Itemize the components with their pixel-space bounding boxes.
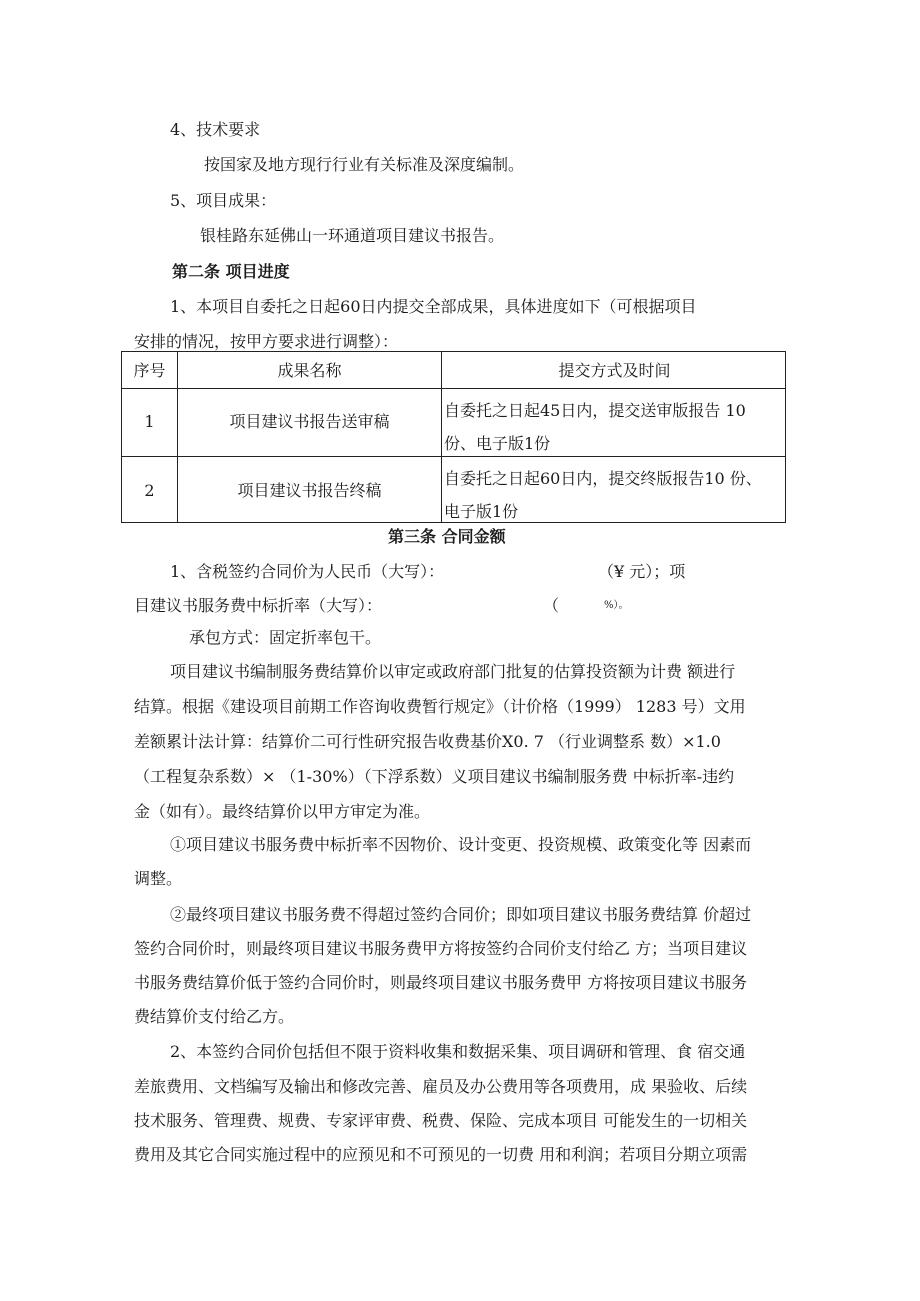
note-2-line-4: 费结算价支付给乙方。 [134, 1007, 295, 1026]
section-5-heading: 5、项目成果： [170, 191, 277, 210]
note-1-line-2: 调整。 [134, 869, 183, 888]
settlement-line-2: 结算。根据《建设项目前期工作咨询收费暂行规定》（计价格（1999） 1283 号）文用 [134, 697, 746, 716]
table-row-1-detail-line2: 份、电子版1份 [444, 434, 551, 453]
table-row-1-no: 1 [144, 412, 155, 431]
p2-line-1: 2、本签约合同价包括但不限于资料收集和数据采集、项目调研和管理、食 宿交通 [170, 1042, 746, 1061]
note-2-line-1: ②最终项目建议书服务费不得超过签约合同价；即如项目建议书服务费结算 价超过 [170, 905, 752, 924]
table-header-delivery: 提交方式及时间 [558, 361, 671, 380]
article-3-p1-line1-a: 1、含税签约合同价为人民币（大写）： [170, 562, 445, 581]
p2-line-4: 费用及其它合同实施过程中的应预见和不可预见的一切费 用和利润；若项目分期立项需 [134, 1145, 748, 1164]
article-2-intro-line1: 1、本项目自委托之日起60日内提交全部成果，具体进度如下（可根据项目 [170, 297, 697, 316]
progress-table [121, 351, 786, 523]
settlement-line-3: 差额累计法计算：结算价二可行性研究报告收费基价X0. 7 （行业调整系 数）×1.0 [134, 732, 721, 751]
article-3-p1-line2-c: %）。 [604, 600, 629, 611]
section-4-body: 按国家及地方现行行业有关标准及深度编制。 [204, 155, 525, 174]
settlement-line-1: 项目建议书编制服务费结算价以审定或政府部门批复的估算投资额为计费 额进行 [170, 662, 736, 681]
table-header-name: 成果名称 [277, 361, 342, 380]
settlement-line-4: （工程复杂系数）× （1-30%）（下浮系数）义项目建议书编制服务费 中标折率-违约 [134, 767, 735, 786]
table-row-2-detail-line2: 电子版1份 [444, 502, 519, 521]
note-2-line-2: 签约合同价时，则最终项目建议书服务费甲方将按签约合同价支付给乙 方；当项目建议 [134, 939, 748, 958]
article-3-title: 第三条 合同金额 [388, 527, 506, 546]
table-header-no: 序号 [133, 361, 166, 380]
settlement-line-5: 金（如有）。最终结算价以甲方审定为准。 [134, 802, 431, 821]
section-4-heading: 4、技术要求 [170, 120, 261, 139]
contract-type: 承包方式：固定折率包干。 [189, 628, 382, 647]
p2-line-3: 技术服务、管理费、规费、专家评审费、税费、保险、完成本项目 可能发生的一切相关 [134, 1111, 748, 1130]
article-3-p1-line2-b: （ [543, 596, 560, 615]
note-1-line-1: ①项目建议书服务费中标折率不因物价、设计变更、投资规模、政策变化等 因素而 [170, 835, 752, 854]
article-3-p1-line2-a: 目建议书服务费中标折率（大写）： [134, 596, 383, 615]
section-5-body: 银桂路东延佛山一环通道项目建议书报告。 [200, 226, 505, 245]
article-2-intro-line2: 安排的情况，按甲方要求进行调整）： [134, 332, 399, 351]
p2-line-2: 差旅费用、文档编写及输出和修改完善、雇员及办公费用等各项费用，成 果验收、后续 [134, 1077, 748, 1096]
article-3-p1-line1-b: （¥ 元）；项 [598, 562, 686, 581]
table-row-2-name: 项目建议书报告终稿 [237, 481, 382, 500]
note-2-line-3: 书服务费结算价低于签约合同价时，则最终项目建议书服务费甲 方将按项目建议书服务 [134, 973, 748, 992]
article-2-title: 第二条 项目进度 [172, 262, 290, 281]
table-row-2-detail-line1: 自委托之日起60日内，提交终版报告10 份、 [444, 469, 762, 488]
table-row-2-no: 2 [144, 481, 155, 500]
table-row-1-name: 项目建议书报告送审稿 [229, 412, 390, 431]
table-row-1-detail-line1: 自委托之日起45日内，提交送审版报告 10 [444, 401, 746, 420]
